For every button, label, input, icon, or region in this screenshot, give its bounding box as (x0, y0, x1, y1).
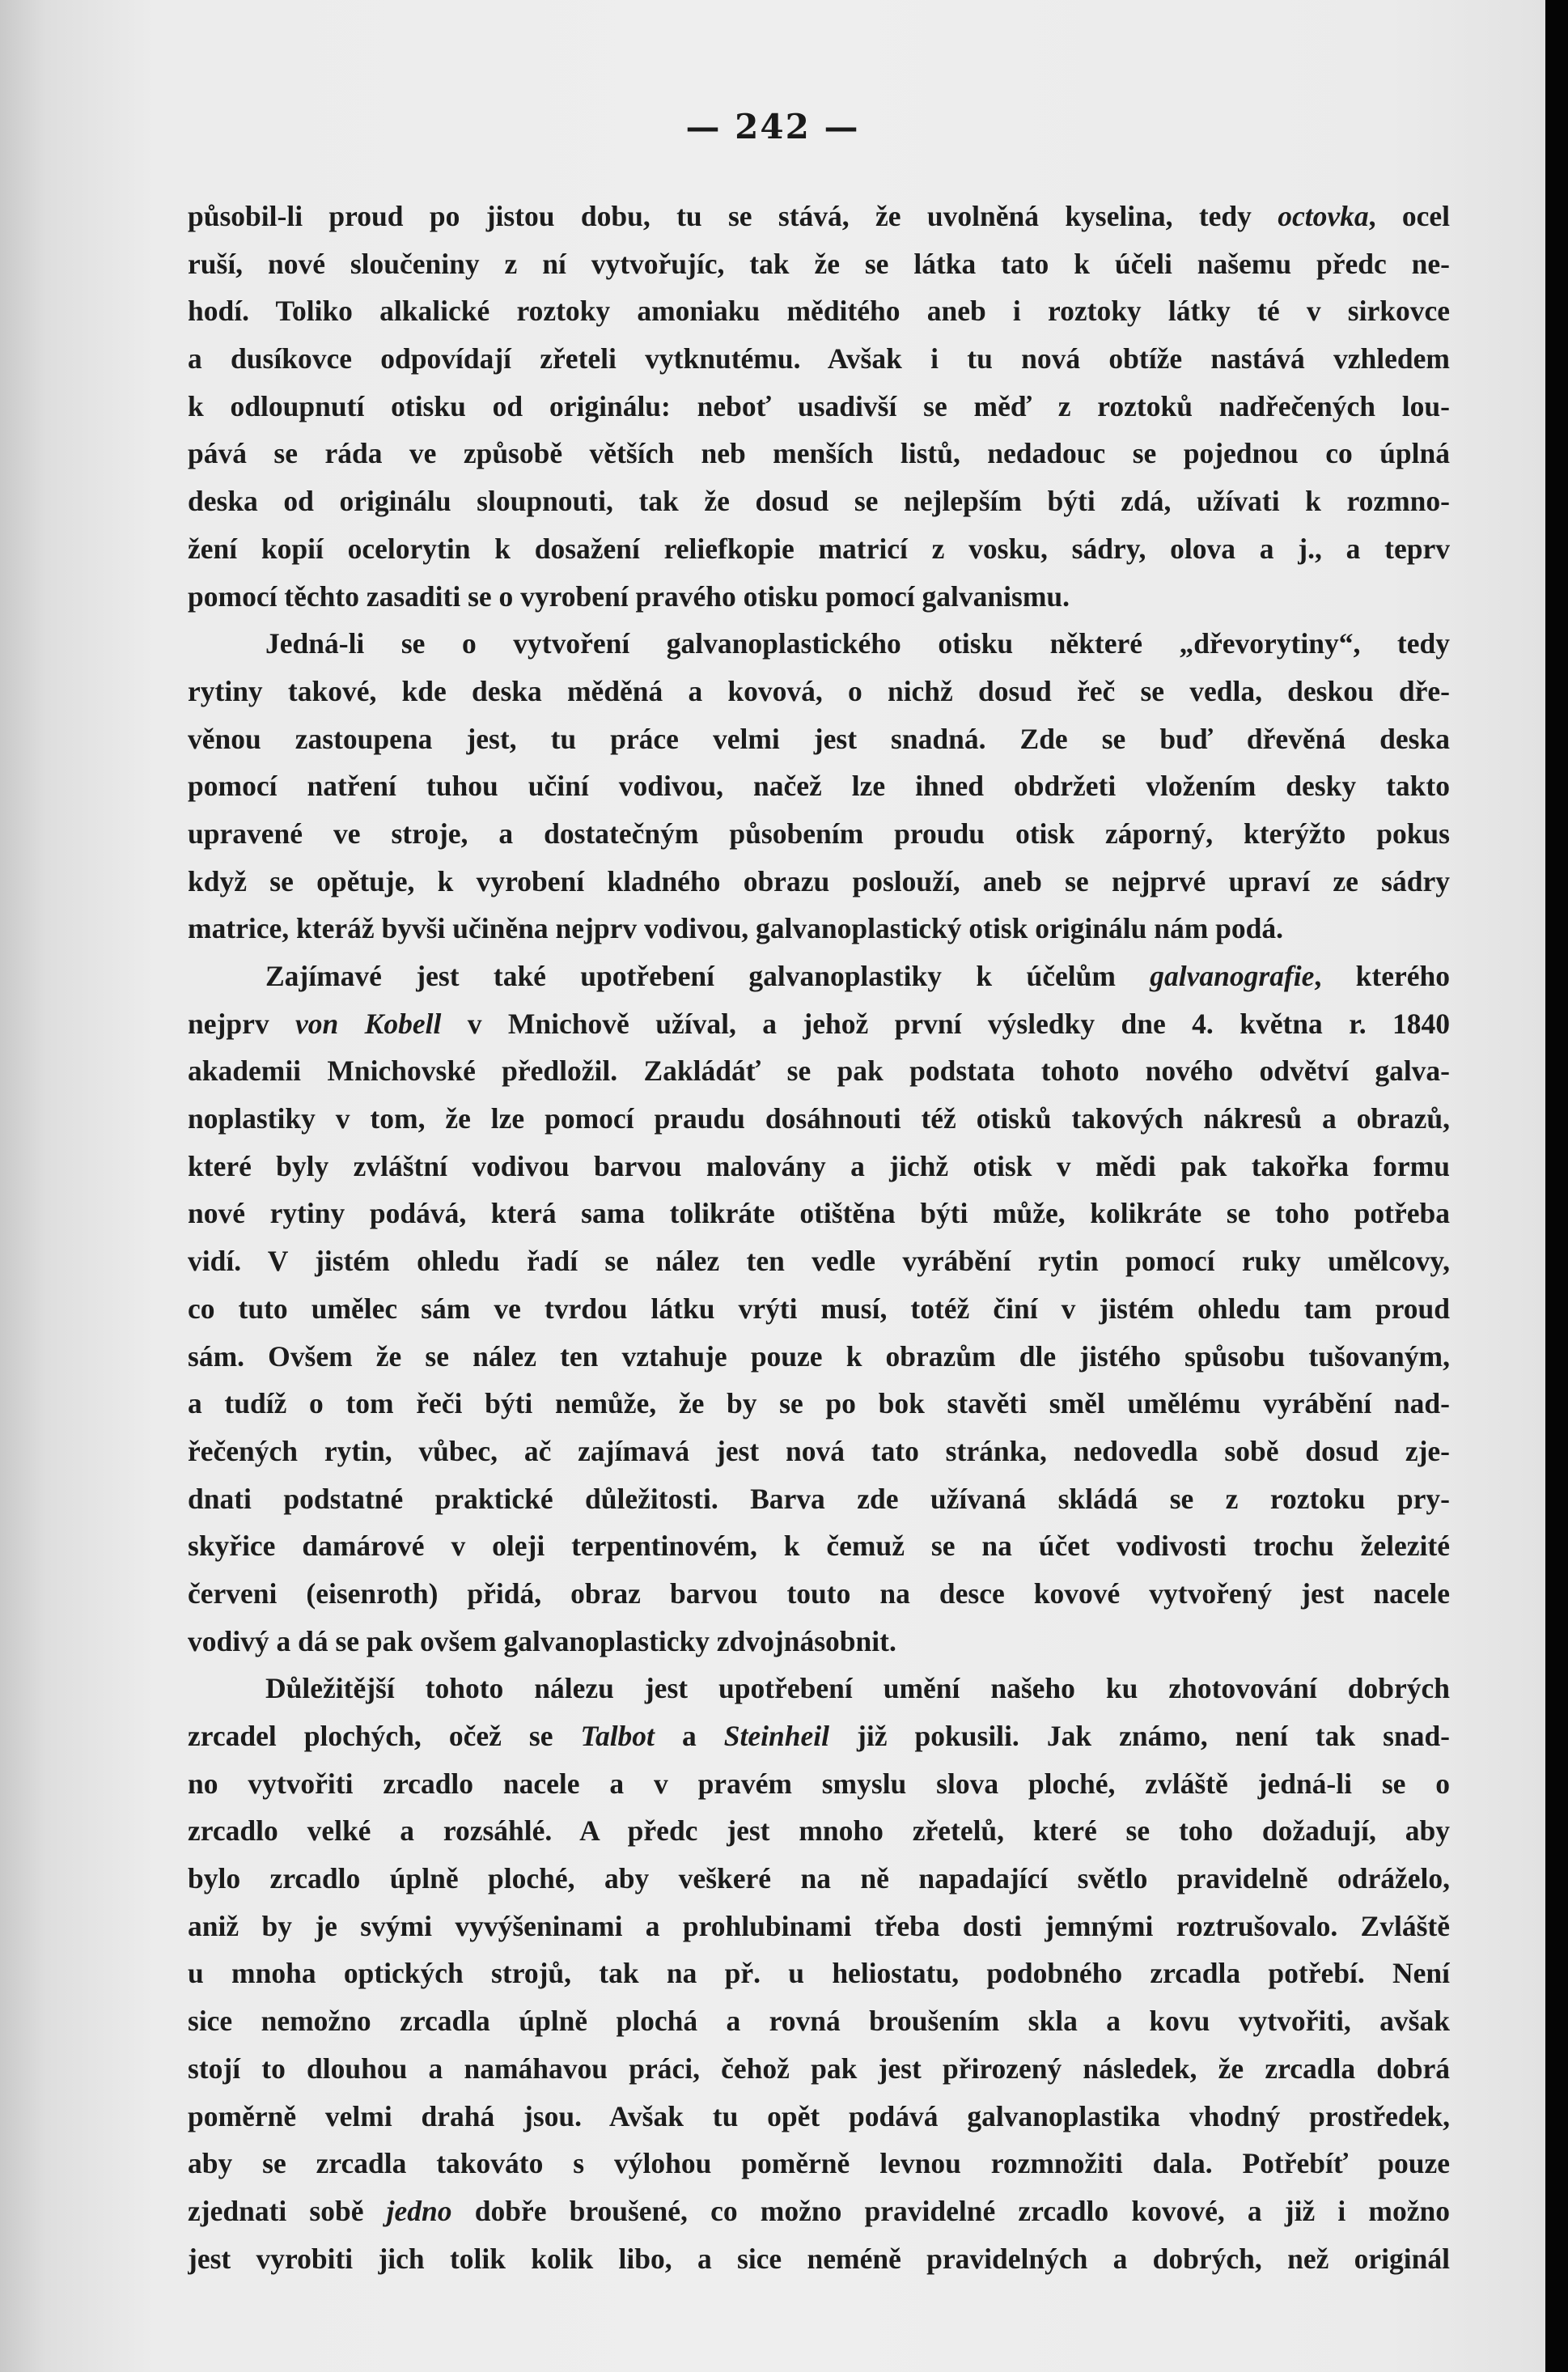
text-line (188, 1665, 1450, 1712)
line-text: no vytvořiti zrcadlo nacele a v pravém smyslu slova ploché, zvláště jedná-li se o (188, 1767, 1450, 1800)
text-line (188, 905, 1450, 953)
line-text: noplastiky v tom, že lze pomocí praudu dosáhnouti též otisků takových nákresů a obrazů, (188, 1102, 1450, 1135)
line-text: nejprv (188, 1007, 295, 1040)
text-line (188, 1285, 1450, 1333)
line-text: sám. Ovšem že se nález ten vztahuje pouze k obrazům dle jistého spůsobu tušovaným, (188, 1339, 1450, 1373)
line-text: pomocí těchto zasaditi se o vyrobení pravého otisku pomocí galvanismu. (188, 579, 1070, 613)
text-line (188, 240, 1450, 288)
body-text (188, 193, 1450, 2282)
line-text: a tudíž o tom řeči býti nemůže, že by se po bok stavěti směl umělému vyrábění nad- (188, 1387, 1450, 1420)
text-line (188, 1475, 1450, 1523)
line-text: ruší, nové sloučeniny z ní vytvořujíc, tak že se látka tato k účeli našemu předc ne- (188, 247, 1450, 280)
line-text: rytiny takové, kde deska měděná a kovová, o nichž dosud řeč se vedla, deskou dře- (188, 674, 1450, 707)
text-line (188, 715, 1450, 763)
line-text: poměrně velmi drahá jsou. Avšak tu opět podává galvanoplastika vhodný prostředek, (188, 2099, 1450, 2132)
text-line (188, 668, 1450, 715)
line-text: pomocí natření tuhou učiní vodivou, načež lze ihned obdržeti vložením desky takto (188, 770, 1450, 803)
line-text: a dusíkovce odpovídají zřeteli vytknutému. Avšak i tu nová obtíže nastává vzhledem (188, 342, 1450, 376)
text-line (188, 1855, 1450, 1903)
text-line (188, 1997, 1450, 2045)
text-line (188, 1190, 1450, 1237)
line-text: dnati podstatné praktické důležitosti. Barva zde užívaná skládá se z roztoku pry- (188, 1482, 1450, 1515)
text-line (188, 810, 1450, 858)
line-text: žení kopií ocelorytin k dosažení reliefkopie matricí z vosku, sádry, olova a j., a teprv (188, 532, 1450, 565)
text-line (188, 1712, 1450, 1760)
line-text: věnou zastoupena jest, tu práce velmi jest snadná. Zde se buď dřevěná deska (188, 722, 1450, 755)
line-text: pává se ráda ve způsobě větších neb menších listů, nedadouc se pojednou co úplná (188, 437, 1450, 470)
line-text: matrice, kteráž byvši učiněna nejprv vodivou, galvanoplastický otisk originálu nám podá. (188, 912, 1284, 945)
text-line (188, 762, 1450, 810)
text-line (188, 1570, 1450, 1618)
line-text: bylo zrcadlo úplně ploché, aby veškeré na ně napadající světlo pravidelně odráželo, (188, 1862, 1450, 1895)
line-text: zrcadlo velké a rozsáhlé. A předc jest mnoho zřetelů, které se toho dožadují, aby (188, 1814, 1450, 1848)
line-text: aniž by je svými vyvýšeninami a prohlubinami třeba dosti jemnými roztrušovalo. Zvláště (188, 1909, 1450, 1942)
text-line (188, 430, 1450, 477)
line-text: když se opětuje, k vyrobení kladného obrazu poslouží, aneb se nejprvé upraví ze sádry (188, 864, 1450, 897)
line-text: Důležitější tohoto nálezu jest upotřebení umění našeho ku zhotovování dobrých (265, 1672, 1450, 1705)
text-line (188, 1047, 1450, 1095)
text-line (188, 573, 1450, 621)
line-text: řečených rytin, vůbec, ač zajímavá jest nová tato stránka, nedovedla sobě dosud zje- (188, 1434, 1450, 1467)
line-text: akademii Mnichovské předložil. Zakládáť se pak podstata tohoto nového odvětví galva- (188, 1054, 1450, 1088)
emphasized-text: jedno (386, 2194, 452, 2227)
text-line (188, 1522, 1450, 1570)
text-line (188, 1760, 1450, 1808)
text-line (188, 1237, 1450, 1285)
text-line (188, 1095, 1450, 1143)
line-text: stojí to dlouhou a namáhavou práci, čehož pak jest přirozený následek, že zrcadla dobrá (188, 2052, 1450, 2085)
emphasized-text: von Kobell (295, 1007, 442, 1040)
line-text: , kterého (1314, 960, 1450, 992)
line-text: působil-li proud po jistou dobu, tu se stává, že uvolněná kyselina, tedy (188, 200, 1278, 232)
scan-border (1545, 0, 1568, 2372)
emphasized-text: Talbot (580, 1720, 655, 1752)
line-text: Zajímavé jest také upotřebení galvanoplastiky k účelům (265, 960, 1151, 992)
text-line (188, 1807, 1450, 1855)
line-text: jest vyrobiti jich tolik kolik libo, a sice neméně pravidelných a dobrých, než originál (188, 2242, 1450, 2275)
line-text: , ocel (1368, 200, 1450, 232)
line-text: upravené ve stroje, a dostatečným působením proudu otisk záporný, kterýžto pokus (188, 817, 1450, 850)
line-text: vidí. V jistém ohledu řadí se nález ten vedle vyrábění rytin pomocí ruky umělcovy, (188, 1245, 1450, 1278)
line-text: k odloupnutí otisku od originálu: neboť usadivší se měď z roztoků nadřečených lou- (188, 389, 1450, 422)
line-text: dobře broušené, co možno pravidelné zrcadlo kovové, a již i možno (451, 2194, 1450, 2227)
text-line (188, 2187, 1450, 2235)
text-line (188, 477, 1450, 525)
text-line (188, 1333, 1450, 1381)
line-text: skyřice damárové v oleji terpentinovém, k čemuž se na účet vodivosti trochu železité (188, 1530, 1450, 1563)
line-text: vodivý a dá se pak ovšem galvanoplasticky zdvojnásobnit. (188, 1624, 896, 1657)
emphasized-text: Steinheil (723, 1720, 829, 1752)
text-line (188, 953, 1450, 1000)
line-text: deska od originálu sloupnouti, tak že dosud se nejlepším býti zdá, užívati k rozmno- (188, 485, 1450, 518)
text-line (188, 335, 1450, 383)
line-text: již pokusili. Jak známo, není tak snad- (828, 1720, 1450, 1752)
line-text: hodí. Toliko alkalické roztoky amoniaku měditého aneb i roztoky látky té v sirkovce (188, 295, 1450, 328)
line-text: červeni (eisenroth) přidá, obraz barvou touto na desce kovové vytvořený jest nacele (188, 1576, 1450, 1610)
text-line (188, 2093, 1450, 2141)
line-text: a (654, 1720, 724, 1752)
line-text: sice nemožno zrcadla úplně plochá a rovná broušením skla a kovu vytvořiti, avšak (188, 2005, 1450, 2038)
text-line (188, 2045, 1450, 2093)
text-line (188, 383, 1450, 431)
text-line (188, 2235, 1450, 2283)
text-line (188, 620, 1450, 668)
line-text: zrcadel plochých, očež se (188, 1720, 581, 1752)
page-number: — 242 — (685, 107, 860, 146)
text-line (188, 2140, 1450, 2187)
emphasized-text: octovka (1278, 200, 1369, 232)
text-line (188, 1380, 1450, 1428)
text-line (188, 1143, 1450, 1190)
line-text: aby se zrcadla takováto s výlohou poměrně levnou rozmnožiti dala. Potřebíť pouze (188, 2147, 1450, 2180)
text-line (188, 1618, 1450, 1665)
emphasized-text: galvanografie (1150, 960, 1315, 992)
text-line (188, 1428, 1450, 1475)
text-line (188, 525, 1450, 573)
text-line (188, 287, 1450, 335)
line-text: v Mnichově užíval, a jehož první výsledky dne 4. května r. 1840 (441, 1007, 1450, 1040)
line-text: které byly zvláštní vodivou barvou malovány a jichž otisk v mědi pak takořka formu (188, 1149, 1450, 1182)
text-line (188, 858, 1450, 906)
line-text: Jedná-li se o vytvoření galvanoplastického otisku některé „dřevorytiny“, tedy (265, 627, 1450, 660)
text-line (188, 193, 1450, 240)
text-line (188, 1950, 1450, 1997)
text-line (188, 1903, 1450, 1950)
line-text: zjednati sobě (188, 2194, 387, 2227)
line-text: u mnoha optických strojů, tak na př. u heliostatu, podobného zrcadla potřebí. Není (188, 1957, 1450, 1990)
line-text: co tuto umělec sám ve tvrdou látku vrýti musí, totéž činí v jistém ohledu tam proud (188, 1292, 1450, 1325)
line-text: nové rytiny podává, která sama tolikráte otištěna býti může, kolikráte se toho potřeba (188, 1197, 1450, 1230)
text-line (188, 1000, 1450, 1048)
